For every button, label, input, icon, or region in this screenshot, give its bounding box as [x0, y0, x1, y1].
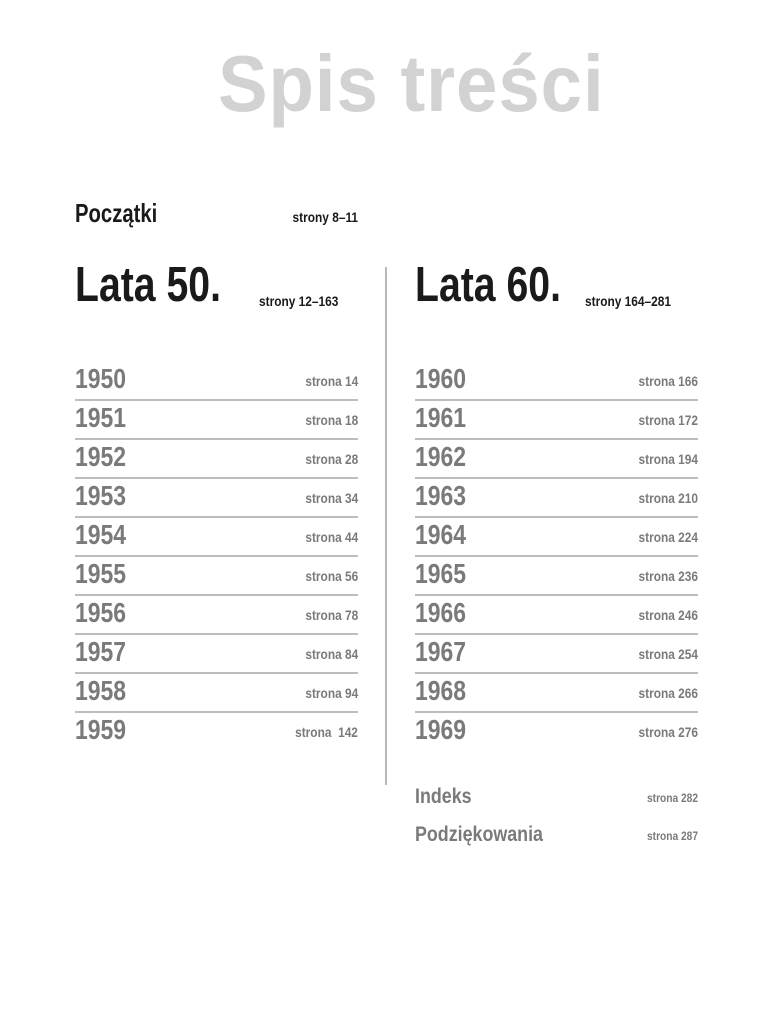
page-ref: strona 276	[638, 724, 698, 740]
page-ref: strona 246	[638, 607, 698, 623]
year-label: 1963	[415, 480, 467, 511]
toc-row[interactable]	[415, 596, 698, 635]
toc-row[interactable]	[415, 557, 698, 596]
page-ref: strona 282	[646, 791, 698, 805]
section-title: Lata 60.	[415, 258, 561, 312]
year-label: 1962	[415, 441, 467, 472]
entry-label: Podziękowania	[415, 823, 543, 846]
toc-row[interactable]	[415, 479, 698, 518]
year-label: 1966	[415, 597, 467, 628]
toc-row[interactable]	[75, 557, 358, 596]
toc-row[interactable]	[75, 674, 358, 713]
year-label: 1958	[75, 675, 127, 706]
toc-row[interactable]	[75, 713, 358, 752]
toc-row[interactable]	[415, 518, 698, 557]
section-1950s	[75, 258, 358, 745]
year-label: 1969	[415, 714, 467, 745]
year-label: 1952	[75, 441, 127, 472]
back-matter	[415, 786, 698, 862]
page-ref: strona 28	[305, 451, 358, 467]
page-ref: strona 56	[305, 568, 358, 584]
toc-row[interactable]	[75, 440, 358, 479]
section-1960s	[415, 258, 698, 745]
toc-entry-podziekowania[interactable]	[415, 824, 698, 862]
year-label: 1954	[75, 519, 127, 550]
page-ref: strona 78	[305, 607, 358, 623]
page-ref: strona 166	[638, 373, 698, 389]
page-ref: strona 194	[638, 451, 698, 467]
toc-row[interactable]	[415, 674, 698, 713]
toc-row[interactable]	[415, 713, 698, 752]
toc-row[interactable]	[75, 479, 358, 518]
toc-row[interactable]	[415, 401, 698, 440]
toc-row[interactable]	[415, 362, 698, 401]
page-ref: strona 224	[638, 529, 698, 545]
year-label: 1959	[75, 714, 127, 745]
toc-row[interactable]	[415, 635, 698, 674]
page-ref: strona 84	[305, 646, 358, 662]
page-ref: strona 14	[305, 373, 358, 389]
section-pages: strony 12–163	[259, 293, 339, 309]
page-ref: strona 18	[305, 412, 358, 428]
toc-row[interactable]	[415, 440, 698, 479]
toc-row[interactable]	[75, 401, 358, 440]
year-label: 1960	[415, 363, 467, 394]
toc-entry-indeks[interactable]	[415, 786, 698, 824]
toc-row[interactable]	[75, 596, 358, 635]
section-heading[interactable]	[75, 258, 358, 312]
year-label: 1956	[75, 597, 127, 628]
year-label: 1953	[75, 480, 127, 511]
page-ref: strona 34	[305, 490, 358, 506]
page-ref: strona 236	[638, 568, 698, 584]
entry-label: Indeks	[415, 785, 472, 808]
toc-row[interactable]	[75, 518, 358, 557]
page-ref: strona 172	[638, 412, 698, 428]
toc-row[interactable]	[75, 635, 358, 674]
page-ref: strona 142	[295, 724, 358, 740]
section-title: Lata 50.	[75, 258, 221, 312]
entry-pages: strony 8–11	[292, 209, 358, 225]
year-label: 1968	[415, 675, 467, 706]
year-label: 1964	[415, 519, 467, 550]
section-heading[interactable]	[415, 258, 698, 312]
page-ref: strona 287	[646, 829, 698, 843]
year-list	[415, 362, 698, 752]
page-ref: strona 254	[638, 646, 698, 662]
page-ref: strona 44	[305, 529, 358, 545]
page-title: Spis treści	[218, 39, 605, 128]
entry-label: Początki	[75, 198, 158, 228]
column-divider	[385, 267, 387, 785]
toc-row[interactable]	[75, 362, 358, 401]
year-label: 1965	[415, 558, 467, 589]
page-ref: strona 94	[305, 685, 358, 701]
page-ref: strona 210	[638, 490, 698, 506]
year-label: 1950	[75, 363, 127, 394]
year-label: 1957	[75, 636, 127, 667]
toc-entry-poczatki[interactable]	[75, 196, 358, 228]
year-label: 1955	[75, 558, 127, 589]
section-pages: strony 164–281	[585, 293, 672, 309]
year-list	[75, 362, 358, 752]
year-label: 1967	[415, 636, 467, 667]
year-label: 1951	[75, 402, 127, 433]
page-ref: strona 266	[638, 685, 698, 701]
year-label: 1961	[415, 402, 467, 433]
